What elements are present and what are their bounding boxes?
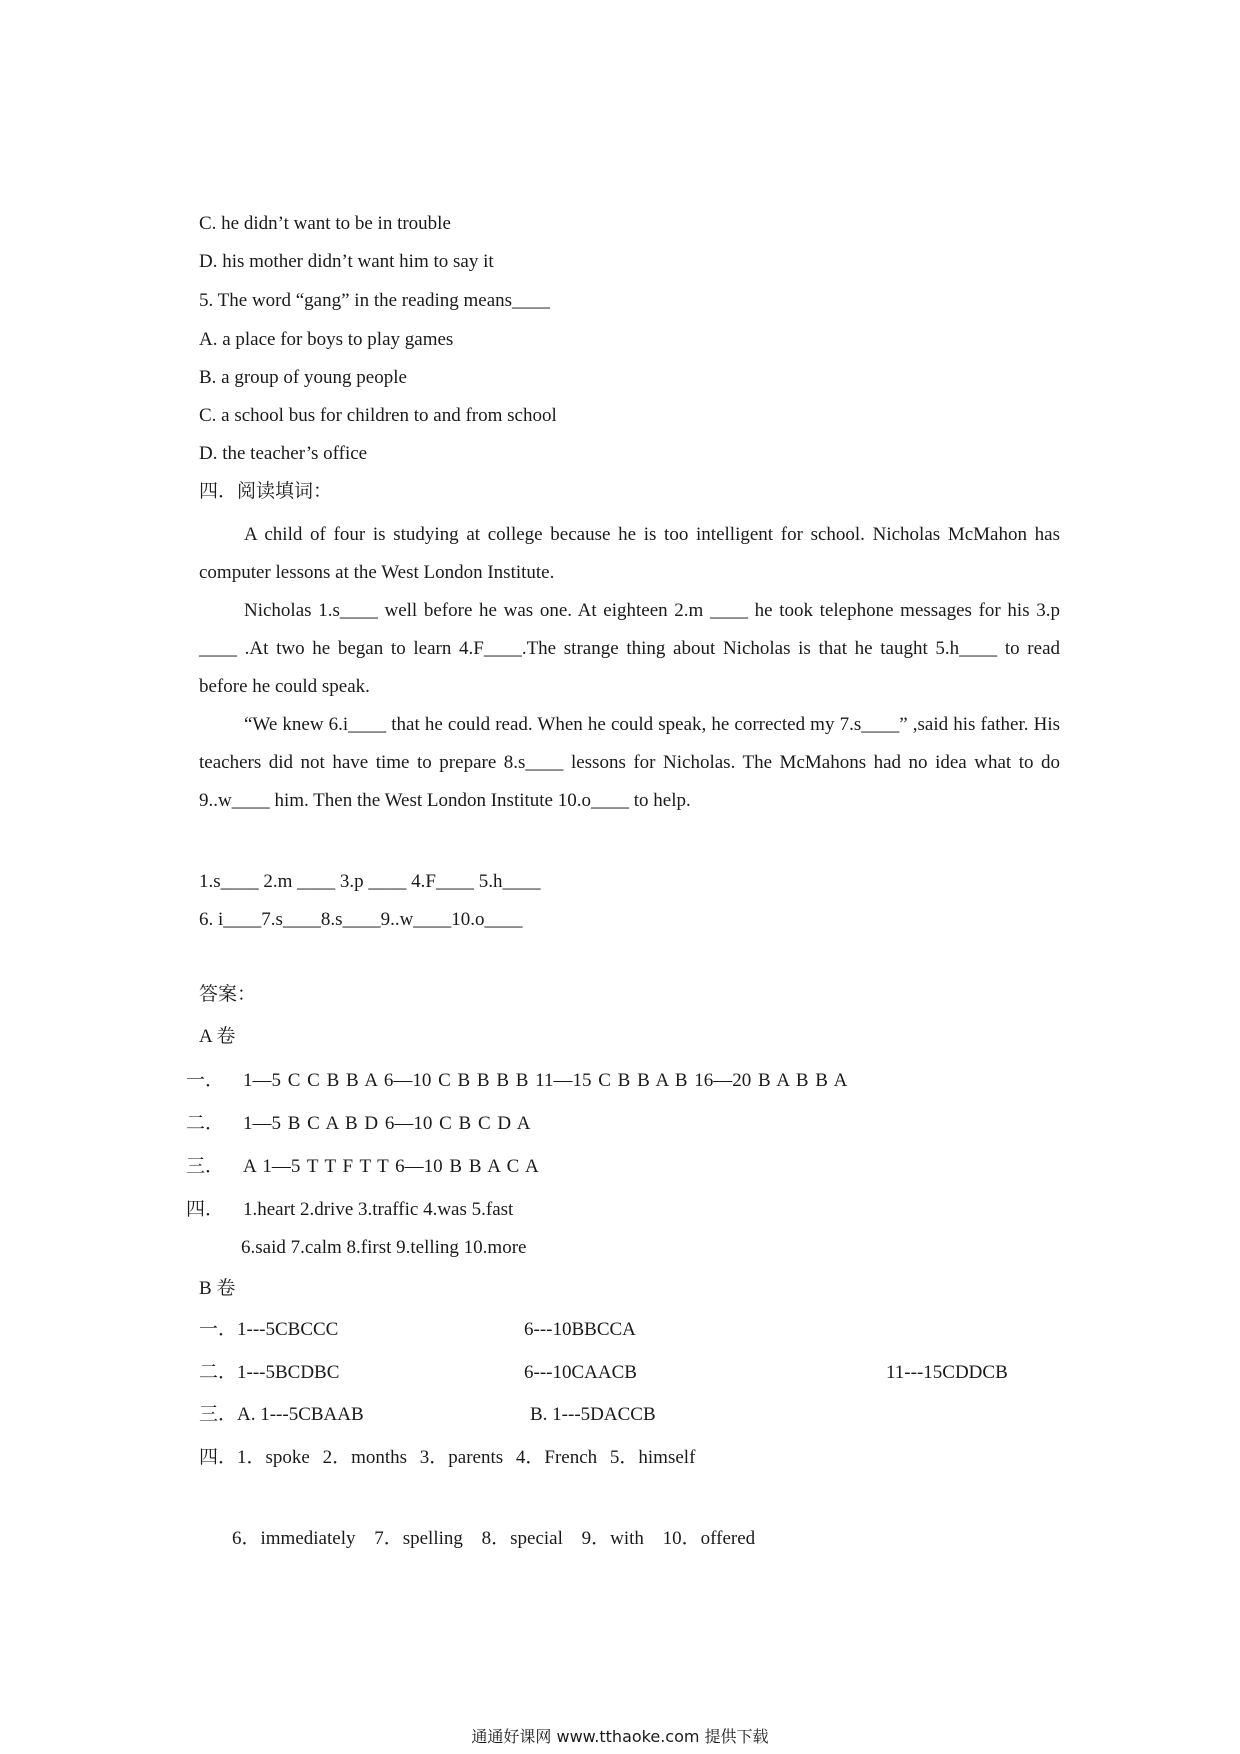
option-c: C. he didn’t want to be in trouble — [199, 213, 451, 234]
question-5-option-c: C. a school bus for children to and from school — [199, 405, 557, 426]
volume-a-label: A 卷 — [199, 1026, 236, 1047]
answer-b-2-part-3: 11---15CDDCB — [886, 1362, 1008, 1383]
answer-b-4-line-1: 四．1．spoke 2．months 3．parents 4．French 5．himself — [199, 1447, 696, 1468]
answer-a-1-label: 一． — [186, 1070, 225, 1091]
question-5-option-d: D. the teacher’s office — [199, 443, 368, 464]
answer-a-4-line-1: 1.heart 2.drive 3.traffic 4.was 5.fast — [243, 1199, 514, 1220]
passage-paragraph-1: A child of four is studying at college because he is too intelligent for school. Nicholas McMahon has computer lessons at the West London Institute. — [199, 524, 1060, 583]
passage-paragraph-3: “We knew 6.i____ that he could read. When he could speak, he corrected my 7.s____” ,said his father. His teachers did not have time to prepare 8.s____ lessons for Nicholas. The McMahons had no idea what to do 9..w____ him. Then the West London Institute 10.o____ to help. — [199, 714, 1060, 811]
answer-a-3: A 1—5 T T F T T 6—10 B B A C A — [243, 1156, 539, 1177]
answer-a-4-line-2: 6.said 7.calm 8.first 9.telling 10.more — [241, 1237, 527, 1258]
answer-a-4-label: 四． — [186, 1199, 225, 1220]
question-5-option-a: A. a place for boys to play games — [199, 329, 454, 350]
answer-b-1: 一．1---5CBCCC — [199, 1319, 339, 1340]
answer-b-3: 三．A. 1---5CBAAB — [199, 1404, 364, 1425]
blanks-row-1: 1.s____ 2.m ____ 3.p ____ 4.F____ 5.h____ — [199, 871, 541, 892]
answer-a-2: 1—5 B C A B D 6—10 C B C D A — [243, 1113, 531, 1134]
answer-b-2: 二．1---5BCDBC — [199, 1362, 340, 1383]
answer-b-3-part-2: B. 1---5DACCB — [530, 1404, 656, 1425]
option-d: D. his mother didn’t want him to say it — [199, 251, 494, 272]
answer-a-1: 1—5 C C B B A 6—10 C B B B B 11—15 C B B A B 16—20 B A B B A — [243, 1070, 848, 1091]
question-5: 5. The word “gang” in the reading means____ — [199, 290, 551, 311]
answer-b-1-part-2: 6---10BBCCA — [524, 1319, 636, 1340]
answer-a-2-label: 二． — [186, 1113, 225, 1134]
passage-paragraph-2: Nicholas 1.s____ well before he was one. At eighteen 2.m ____ he took telephone messages for his 3.p ____ .At two he began to learn 4.F____.The strange thing about Nicholas is that he taught 5.h____ to read before he could speak. — [199, 600, 1060, 697]
section-4-heading: 四．阅读填词： — [199, 481, 333, 502]
answer-a-3-label: 三． — [186, 1156, 225, 1177]
question-5-option-b: B. a group of young people — [199, 367, 407, 388]
answer-b-4-line-2: 6．immediately 7．spelling 8．special 9．with 10．offered — [232, 1528, 756, 1549]
page-footer: 通通好课网 www.tthaoke.com 提供下载 — [471, 1727, 769, 1746]
blanks-row-2: 6. i____7.s____8.s____9..w____10.o____ — [199, 909, 523, 930]
answer-b-2-part-2: 6---10CAACB — [524, 1362, 637, 1383]
volume-b-label: B 卷 — [199, 1278, 236, 1299]
answers-heading: 答案： — [199, 984, 257, 1005]
